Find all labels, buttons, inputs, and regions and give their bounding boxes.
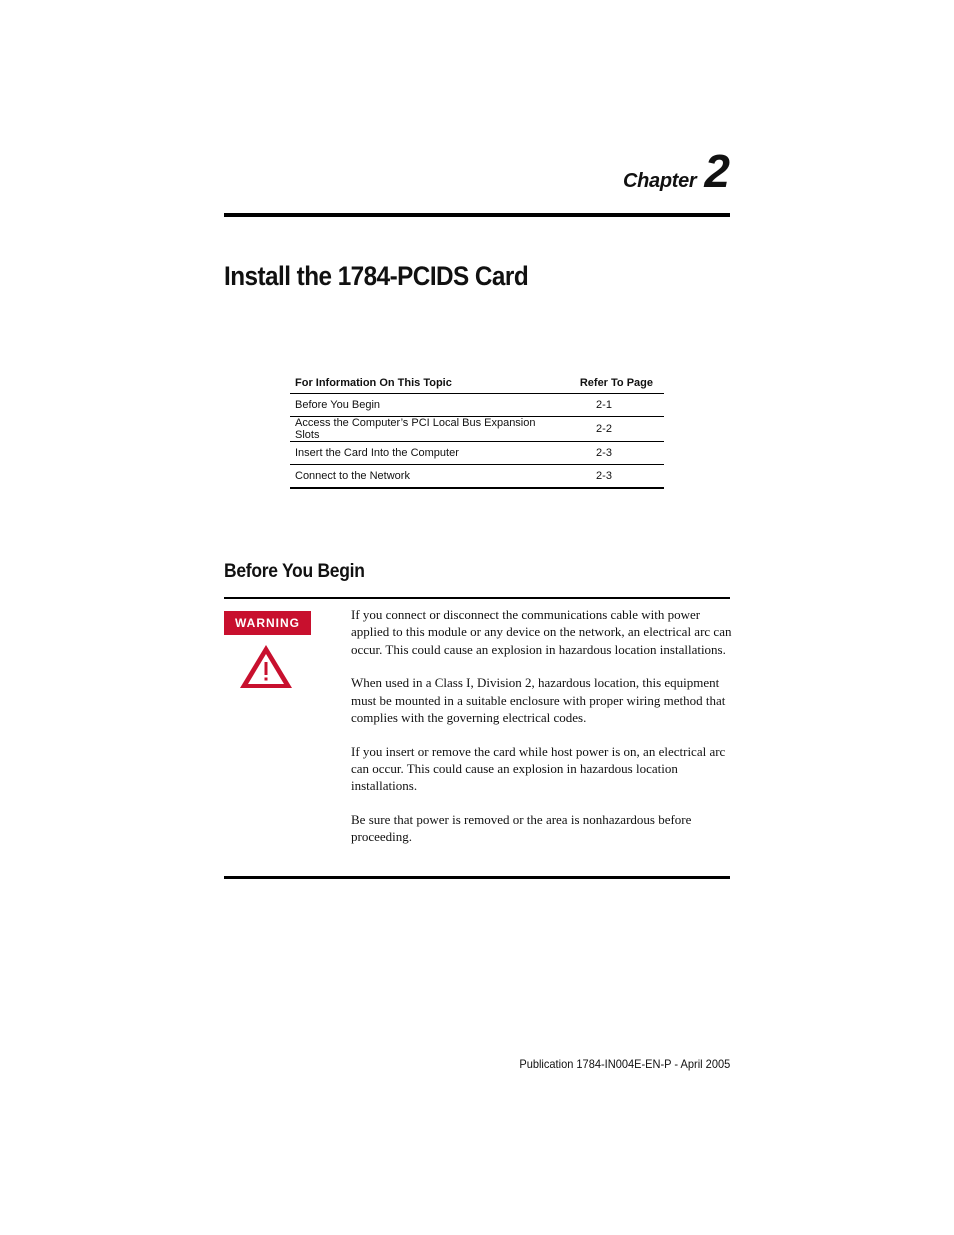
page-cell: 2-3 (544, 465, 664, 489)
section-divider-top (224, 597, 730, 599)
topic-cell: Connect to the Network (290, 465, 544, 489)
section-title: Before You Begin (224, 561, 365, 582)
warning-paragraph: When used in a Class I, Division 2, hazardous location, this equipment must be mounted in a suitable enclosure with proper wiring method that complies with the governing electrical codes. (351, 675, 726, 725)
warning-paragraph: If you insert or remove the card while host power is on, an electrical arc can occur. This could cause an explosion in hazardous location installations. (351, 743, 726, 794)
warning-text (351, 606, 733, 862)
chapter-label: Chapter (622, 170, 697, 192)
table-row (290, 417, 664, 442)
warning-badge: WARNING (224, 611, 311, 635)
publication-footer: Publication 1784-IN004E-EN-P - April 2005 (519, 1057, 730, 1071)
table-header-row (290, 372, 664, 394)
page-title: Install the 1784-PCIDS Card (224, 261, 529, 291)
table-row (290, 394, 664, 417)
table-row (290, 465, 664, 489)
page-cell: 2-3 (544, 442, 664, 465)
page-cell: 2-1 (544, 394, 664, 417)
topic-cell: Before You Begin (290, 394, 544, 417)
chapter-divider (224, 213, 730, 217)
section-divider-bottom (224, 876, 730, 879)
chapter-number: 2 (704, 145, 730, 197)
chapter-heading (622, 145, 730, 197)
topic-cell: Access the Computer’s PCI Local Bus Expansion Slots (290, 417, 544, 442)
page-cell: 2-2 (544, 417, 664, 442)
warning-triangle-icon (238, 642, 294, 690)
topic-cell: Insert the Card Into the Computer (290, 442, 544, 465)
table-row (290, 442, 664, 465)
topic-column-header: For Information On This Topic (290, 372, 544, 394)
page-column-header: Refer To Page (544, 372, 664, 394)
topic-table (290, 372, 664, 489)
warning-paragraph: Be sure that power is removed or the area is nonhazardous before proceeding. (351, 812, 692, 845)
warning-paragraph: If you connect or disconnect the communications cable with power applied to this module or any device on the network, an electrical arc can occur. This could cause an explosion in hazardous location installations. (351, 607, 732, 657)
